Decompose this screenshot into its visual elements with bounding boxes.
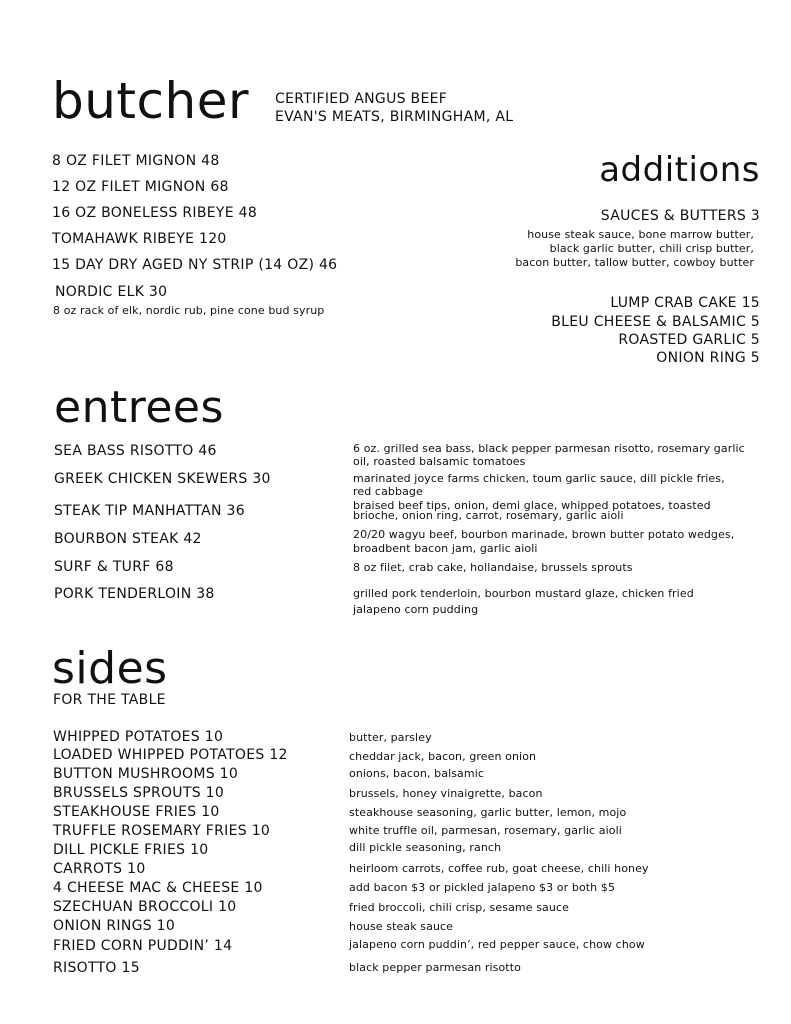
entree-desc: marinated joyce farms chicken, toum garlic sauce, dill pickle fries, — [353, 472, 725, 485]
elk-description: 8 oz rack of elk, nordic rub, pine cone bud syrup — [53, 304, 325, 317]
entree-desc: broadbent bacon jam, garlic aioli — [353, 542, 538, 555]
side-desc: brussels, honey vinaigrette, bacon — [349, 787, 543, 800]
entree-desc: grilled pork tenderloin, bourbon mustard glaze, chicken fried — [353, 587, 694, 600]
side-name: TRUFFLE ROSEMARY FRIES 10 — [53, 823, 271, 839]
side-desc: dill pickle seasoning, ranch — [349, 841, 502, 854]
side-desc: black pepper parmesan risotto — [349, 961, 521, 974]
side-desc: house steak sauce — [349, 920, 454, 933]
sides-subheading: FOR THE TABLE — [53, 692, 166, 708]
entree-name: STEAK TIP MANHATTAN 36 — [54, 503, 245, 519]
side-name: FRIED CORN PUDDIN’ 14 — [53, 938, 233, 954]
side-name: CARROTS 10 — [53, 861, 146, 877]
side-name: RISOTTO 15 — [53, 960, 140, 976]
side-desc: heirloom carrots, coffee rub, goat cheese, chili honey — [349, 862, 649, 875]
side-desc: add bacon $3 or pickled jalapeno $3 or both $5 — [349, 881, 616, 894]
butcher-item: 8 OZ FILET MIGNON 48 — [52, 153, 220, 169]
entree-desc: 6 oz. grilled sea bass, black pepper parmesan risotto, rosemary garlic — [353, 442, 745, 455]
side-name: 4 CHEESE MAC & CHEESE 10 — [53, 880, 263, 896]
sauces-butters-title: SAUCES & BUTTERS 3 — [600, 208, 760, 224]
side-name: WHIPPED POTATOES 10 — [53, 729, 224, 745]
butcher-item: NORDIC ELK 30 — [55, 284, 168, 300]
side-name: DILL PICKLE FRIES 10 — [53, 842, 209, 858]
butcher-item: TOMAHAWK RIBEYE 120 — [52, 231, 227, 247]
sauces-line: house steak sauce, bone marrow butter, — [527, 228, 754, 241]
butcher-subtitle-line1: CERTIFIED ANGUS BEEF — [275, 91, 448, 107]
entree-desc: 8 oz filet, crab cake, hollandaise, brussels sprouts — [353, 561, 633, 574]
entree-desc: 20/20 wagyu beef, bourbon marinade, brown butter potato wedges, — [353, 528, 735, 541]
entree-name: SURF & TURF 68 — [54, 559, 174, 575]
sauces-line: bacon butter, tallow butter, cowboy butter — [515, 256, 754, 269]
entree-name: PORK TENDERLOIN 38 — [54, 586, 215, 602]
side-name: STEAKHOUSE FRIES 10 — [53, 804, 220, 820]
side-name: ONION RINGS 10 — [53, 918, 176, 934]
sides-heading: sides — [52, 643, 168, 694]
addition-item: BLEU CHEESE & BALSAMIC 5 — [551, 314, 760, 330]
sauces-line: black garlic butter, chili crisp butter, — [549, 242, 754, 255]
side-name: SZECHUAN BROCCOLI 10 — [53, 899, 237, 915]
side-desc: butter, parsley — [349, 731, 432, 744]
addition-item: ONION RING 5 — [656, 350, 760, 366]
butcher-item: 15 DAY DRY AGED NY STRIP (14 OZ) 46 — [52, 257, 338, 273]
butcher-item: 16 OZ BONELESS RIBEYE 48 — [52, 205, 258, 221]
side-desc: fried broccoli, chili crisp, sesame sauce — [349, 901, 569, 914]
entree-desc: jalapeno corn pudding — [353, 603, 479, 616]
butcher-heading: butcher — [52, 72, 250, 130]
side-name: BUTTON MUSHROOMS 10 — [53, 766, 239, 782]
entree-name: GREEK CHICKEN SKEWERS 30 — [54, 471, 271, 487]
addition-item: ROASTED GARLIC 5 — [618, 332, 760, 348]
additions-heading: additions — [599, 150, 760, 190]
side-desc: cheddar jack, bacon, green onion — [349, 750, 537, 763]
side-desc: jalapeno corn puddin’, red pepper sauce, chow chow — [349, 938, 645, 951]
entree-desc: red cabbage — [353, 485, 423, 498]
butcher-item: 12 OZ FILET MIGNON 68 — [52, 179, 229, 195]
entree-desc: braised beef tips, onion, demi glace, whipped potatoes, toasted — [353, 499, 711, 512]
side-desc: onions, bacon, balsamic — [349, 767, 485, 780]
side-desc: white truffle oil, parmesan, rosemary, garlic aioli — [349, 824, 622, 837]
entree-desc: oil, roasted balsamic tomatoes — [353, 455, 526, 468]
addition-item: LUMP CRAB CAKE 15 — [610, 295, 760, 311]
entree-name: BOURBON STEAK 42 — [54, 531, 202, 547]
entree-name: SEA BASS RISOTTO 46 — [54, 443, 217, 459]
side-name: LOADED WHIPPED POTATOES 12 — [53, 747, 288, 763]
entree-desc: brioche, onion ring, carrot, rosemary, garlic aioli — [353, 509, 624, 522]
side-desc: steakhouse seasoning, garlic butter, lemon, mojo — [349, 806, 627, 819]
entrees-heading: entrees — [54, 382, 224, 433]
side-name: BRUSSELS SPROUTS 10 — [53, 785, 225, 801]
butcher-subtitle-line2: EVAN'S MEATS, BIRMINGHAM, AL — [275, 109, 514, 125]
